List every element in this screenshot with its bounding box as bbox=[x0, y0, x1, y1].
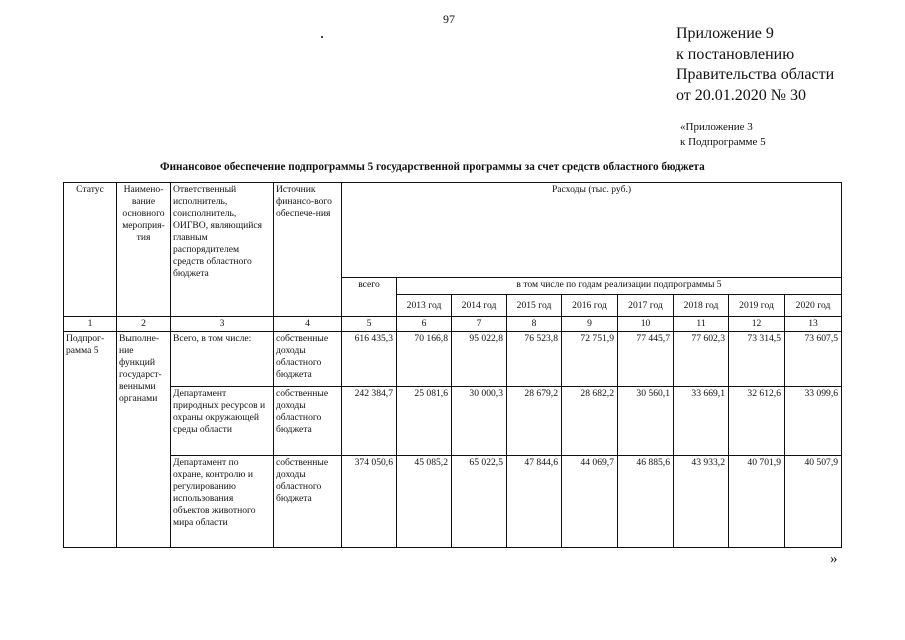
column-number: 2 bbox=[117, 317, 171, 332]
total-cell: 616 435,3 bbox=[342, 332, 397, 387]
year-value-cell: 45 085,2 bbox=[397, 456, 452, 548]
year-value-cell: 46 885,6 bbox=[618, 456, 674, 548]
column-number: 7 bbox=[452, 317, 507, 332]
year-value-cell: 30 000,3 bbox=[452, 387, 507, 456]
year-value-cell: 95 022,8 bbox=[452, 332, 507, 387]
header-year: 2014 год bbox=[452, 295, 507, 317]
column-number: 11 bbox=[674, 317, 729, 332]
column-number: 6 bbox=[397, 317, 452, 332]
year-value-cell: 33 669,1 bbox=[674, 387, 729, 456]
source-cell: собственные доходы областного бюджета bbox=[274, 456, 342, 548]
executor-cell: Департамент по охране, контролю и регулированию использования объектов животного мира области bbox=[171, 456, 274, 548]
executor-cell: Всего, в том числе: bbox=[171, 332, 274, 387]
column-number: 13 bbox=[785, 317, 842, 332]
header-by-years: в том числе по годам реализации подпрограммы 5 bbox=[397, 278, 842, 295]
year-value-cell: 76 523,8 bbox=[507, 332, 562, 387]
year-value-cell: 77 602,3 bbox=[674, 332, 729, 387]
year-value-cell: 44 069,7 bbox=[562, 456, 618, 548]
document-title: Финансовое обеспечение подпрограммы 5 государственной программы за счет средств областного бюджета bbox=[160, 161, 705, 173]
year-value-cell: 65 022,5 bbox=[452, 456, 507, 548]
header-year: 2015 год bbox=[507, 295, 562, 317]
column-number-row bbox=[64, 317, 842, 332]
column-number: 5 bbox=[342, 317, 397, 332]
prior-appendix-line: к Подпрограмме 5 bbox=[680, 136, 766, 148]
header-year: 2016 год bbox=[562, 295, 618, 317]
status-cell: Подпрог-рамма 5 bbox=[64, 332, 117, 548]
header-year: 2018 год bbox=[674, 295, 729, 317]
table-row-nature-department bbox=[64, 387, 842, 456]
total-cell: 242 384,7 bbox=[342, 387, 397, 456]
appendix-heading bbox=[676, 24, 834, 106]
table-row-wildlife-department bbox=[64, 456, 842, 548]
prior-appendix-line: «Приложение 3 bbox=[680, 121, 753, 133]
finance-table bbox=[63, 182, 842, 548]
year-value-cell: 73 314,5 bbox=[729, 332, 785, 387]
year-value-cell: 28 679,2 bbox=[507, 387, 562, 456]
prior-appendix-note bbox=[680, 120, 766, 150]
source-cell: собственные доходы областного бюджета bbox=[274, 332, 342, 387]
appendix-line: от 20.01.2020 № 30 bbox=[676, 86, 807, 104]
appendix-line: Правительства области bbox=[676, 66, 835, 83]
year-value-cell: 32 612,6 bbox=[729, 387, 785, 456]
column-number: 9 bbox=[562, 317, 618, 332]
year-value-cell: 30 560,1 bbox=[618, 387, 674, 456]
year-value-cell: 40 507,9 bbox=[785, 456, 842, 548]
year-value-cell: 40 701,9 bbox=[729, 456, 785, 548]
header-year: 2019 год bbox=[729, 295, 785, 317]
year-value-cell: 43 933,2 bbox=[674, 456, 729, 548]
year-value-cell: 70 166,8 bbox=[397, 332, 452, 387]
year-value-cell: 47 844,6 bbox=[507, 456, 562, 548]
total-cell: 374 050,6 bbox=[342, 456, 397, 548]
closing-quote-mark: » bbox=[830, 551, 838, 567]
header-expenses: Расходы (тыс. руб.) bbox=[342, 183, 842, 278]
appendix-line: к постановлению bbox=[676, 45, 795, 63]
column-number: 3 bbox=[171, 317, 274, 332]
column-number: 1 bbox=[64, 317, 117, 332]
measure-cell: Выполне-ние функций государст-венными органами bbox=[117, 332, 171, 548]
header-executor: Ответственный исполнитель, соисполнитель, ОИГВО, являющийся главным распорядителем средств областного бюджета bbox=[171, 183, 274, 317]
executor-cell: Департамент природных ресурсов и охраны окружающей среды области bbox=[171, 387, 274, 456]
year-value-cell: 28 682,2 bbox=[562, 387, 618, 456]
header-source: Источник финансо-вого обеспече-ния bbox=[274, 183, 342, 317]
column-number: 12 bbox=[729, 317, 785, 332]
column-number: 4 bbox=[274, 317, 342, 332]
header-total: всего bbox=[342, 278, 397, 317]
header-measure: Наимено-вание основного мероприя-тия bbox=[117, 183, 171, 317]
year-value-cell: 72 751,9 bbox=[562, 332, 618, 387]
header-year: 2020 год bbox=[785, 295, 842, 317]
page-number: 97 bbox=[443, 12, 455, 26]
column-number: 8 bbox=[507, 317, 562, 332]
year-value-cell: 73 607,5 bbox=[785, 332, 842, 387]
column-number: 10 bbox=[618, 317, 674, 332]
year-value-cell: 25 081,6 bbox=[397, 387, 452, 456]
appendix-line: Приложение 9 bbox=[676, 25, 774, 42]
source-cell: собственные доходы областного бюджета bbox=[274, 387, 342, 456]
year-value-cell: 33 099,6 bbox=[785, 387, 842, 456]
header-row-main bbox=[64, 183, 842, 278]
table-row-total bbox=[64, 332, 842, 387]
year-value-cell: 77 445,7 bbox=[618, 332, 674, 387]
header-status: Статус bbox=[64, 183, 117, 317]
header-year: 2013 год bbox=[397, 295, 452, 317]
header-year: 2017 год bbox=[618, 295, 674, 317]
scan-speck bbox=[321, 36, 323, 38]
